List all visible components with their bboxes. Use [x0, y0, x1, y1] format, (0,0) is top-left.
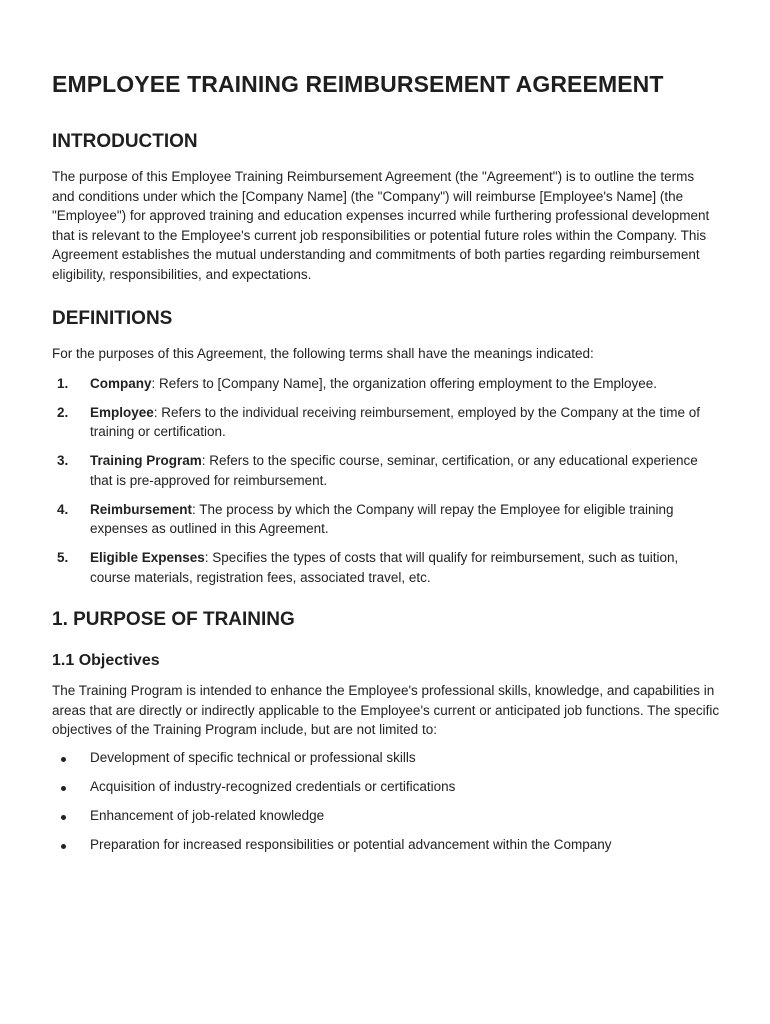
- definition-number: 1.: [57, 375, 69, 391]
- list-item: [52, 806, 720, 826]
- definition-item: [52, 500, 720, 539]
- introduction-section: [52, 130, 720, 284]
- definition-term: Employee: [90, 404, 154, 420]
- objectives-list: [52, 748, 720, 855]
- list-item-text: Development of specific technical or professional skills: [90, 749, 416, 765]
- definitions-intro: For the purposes of this Agreement, the following terms shall have the meanings indicated:: [52, 346, 594, 361]
- definition-text: : Refers to [Company Name], the organization offering employment to the Employee.: [151, 375, 658, 391]
- definition-item: [52, 451, 720, 490]
- bullet-icon: [61, 786, 66, 791]
- definition-item: [52, 374, 720, 394]
- definition-text: : Refers to the specific course, seminar, certification, or any educational experience that is pre-approved for reimbursement.: [90, 453, 698, 488]
- bullet-icon: [61, 844, 66, 849]
- purpose-heading: 1. PURPOSE OF TRAINING: [52, 609, 295, 630]
- definitions-section: [52, 307, 720, 587]
- objectives-heading: 1.1 Objectives: [52, 652, 160, 669]
- definition-number: 2.: [57, 404, 69, 420]
- list-item: [52, 777, 720, 797]
- list-item: [52, 748, 720, 768]
- definitions-list: [52, 374, 720, 588]
- objectives-paragraph: The Training Program is intended to enhance the Employee's professional skills, knowledge, and capabilities in areas that are directly or indirectly applicable to the Employee's current or anticipated job functions. The specific objectives of the Training Program include, but are not limited to:: [52, 683, 720, 737]
- definitions-heading: DEFINITIONS: [52, 308, 173, 329]
- introduction-paragraph: The purpose of this Employee Training Reimbursement Agreement (the "Agreement") is to outline the terms and conditions under which the [Company Name] (the "Company") will reimburse [Employee's Name] (the "Employee") for approved training and education expenses incurred while furthering professional development that is relevant to the Employee's current job responsibilities or potential future roles within the Company. This Agreement establishes the mutual understanding and commitments of both parties regarding reimbursement eligibility, responsibilities, and expectations.: [52, 169, 710, 282]
- definition-number: 5.: [57, 550, 69, 565]
- definition-text: : Specifies the types of costs that will qualify for reimbursement, such as tuition, course materials, registration fees, associated travel, etc.: [90, 550, 679, 585]
- definition-term: Company: [90, 375, 152, 391]
- definition-item: [52, 548, 720, 587]
- introduction-heading: INTRODUCTION: [52, 131, 198, 152]
- list-item-text: Enhancement of job-related knowledge: [90, 807, 325, 823]
- bullet-icon: [61, 815, 66, 820]
- purpose-section: [52, 608, 720, 854]
- definition-item: [52, 403, 720, 442]
- list-item-text: Acquisition of industry-recognized credentials or certifications: [90, 778, 456, 794]
- definition-term: Reimbursement: [90, 501, 193, 517]
- list-item-text: Preparation for increased responsibilities or potential advancement within the Company: [90, 836, 612, 852]
- definition-number: 4.: [57, 501, 69, 517]
- list-item: [52, 835, 720, 855]
- document-title: EMPLOYEE TRAINING REIMBURSEMENT AGREEMENT: [52, 71, 664, 97]
- definition-term: Training Program: [90, 453, 202, 468]
- definition-text: : Refers to the individual receiving reimbursement, employed by the Company at the time of training or certification.: [90, 404, 701, 439]
- bullet-icon: [61, 757, 66, 762]
- definition-term: Eligible Expenses: [90, 550, 205, 565]
- definition-text: : The process by which the Company will repay the Employee for eligible training expenses as outlined in this Agreement.: [90, 501, 674, 536]
- definition-number: 3.: [57, 453, 69, 468]
